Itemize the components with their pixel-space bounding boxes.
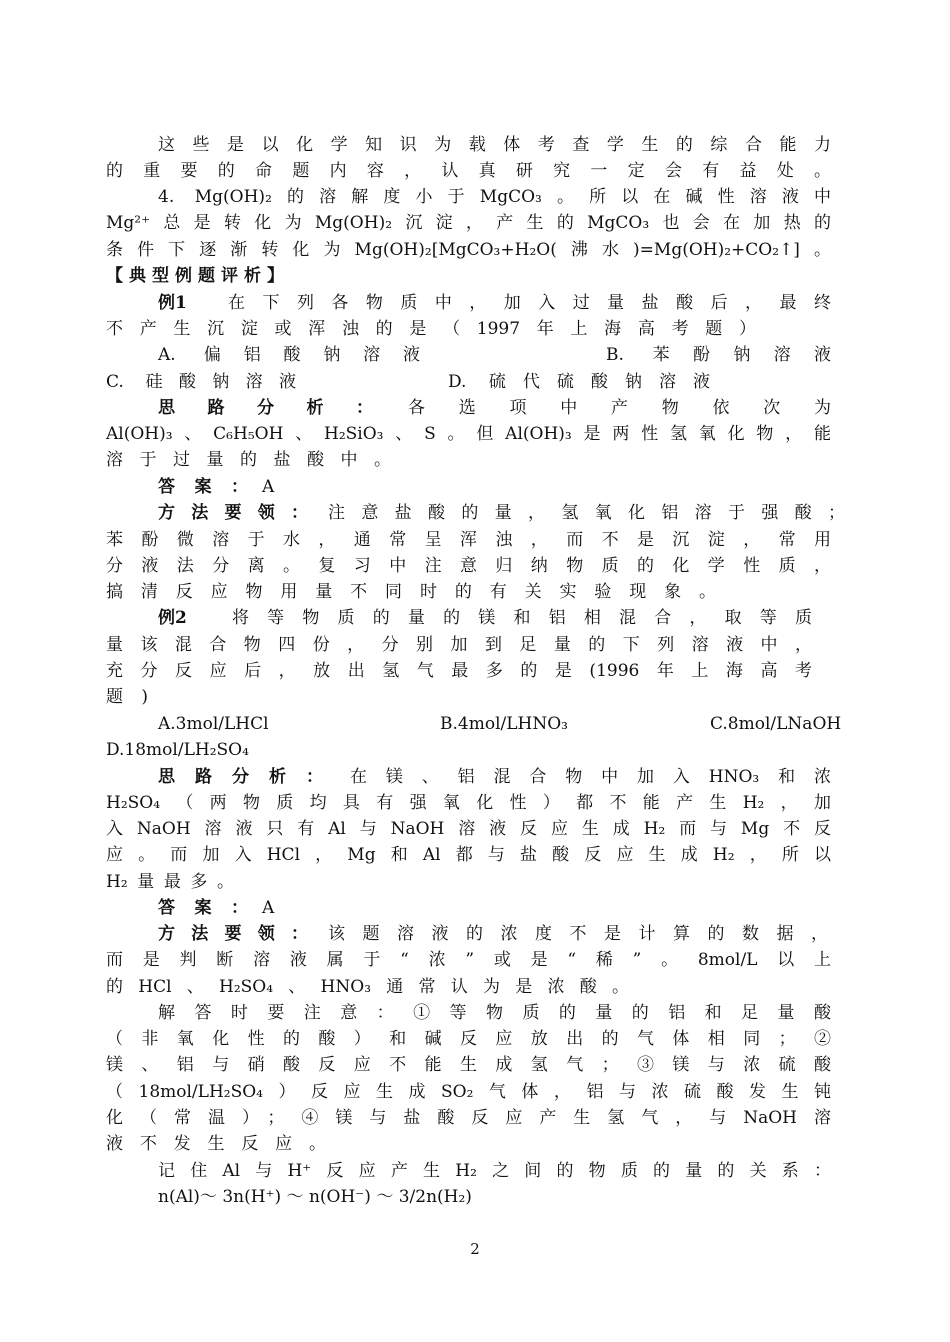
option-a: A. 偏铝酸钠溶液 (158, 345, 420, 365)
option-c: C. 硅酸钠溶液 (106, 372, 296, 392)
text-line: 入NaOH溶液只有Al与NaOH溶液反应生成H₂而与Mg不反 (106, 819, 831, 839)
text-line: 化（常温）；④镁与盐酸反应产生氢气，与NaOH溶 (106, 1108, 831, 1128)
section-heading: 【典型例题评析】 (106, 266, 290, 286)
text-line: Al(OH)₃、C₆H₅OH、H₂SiO₃、S。但Al(OH)₃是两性氢氧化物，能 (106, 424, 831, 444)
analysis-label: 思路分析： (158, 767, 323, 787)
text-line: H₂SO₄（两物质均具有强氧化性）都不能产生H₂，加 (106, 793, 831, 813)
text-line: 应。而加入HCl，Mg和Al都与盐酸反应生成H₂，所以 (106, 845, 831, 865)
text-line: 的重要的命题内容，认真研究一定会有益处。 (106, 161, 831, 181)
option-d: D.18mol/LH₂SO₄ (106, 740, 249, 760)
text-line: 苯酚微溶于水，通常呈浑浊，而不是沉淀，常用 (106, 530, 831, 550)
answer-value: A (262, 898, 275, 918)
text-line: 而是判断溶液属于“浓”或是“稀”。8mol/L以上 (106, 950, 831, 970)
answer-label: 答案： (158, 898, 248, 918)
text-line: （18mol/LH₂SO₄）反应生成SO₂气体，铝与浓硫酸发生钝 (106, 1082, 831, 1102)
text-line: 题) (106, 687, 148, 707)
text-line: 注意盐酸的量，氢氧化铝溶于强酸； (328, 503, 845, 523)
text-line: 不产生沉淀或浑浊的是（1997年上海高考题） (106, 319, 756, 339)
text-line: 这些是以化学知识为载体考查学生的综合能力 (158, 135, 831, 155)
text-line: 记住Al与H⁺反应产生H₂之间的物质的量的关系： (158, 1161, 831, 1181)
option-b: B.4mol/LHNO₃ (440, 714, 568, 734)
method-label: 方法要领： (158, 924, 308, 944)
text-line: 4. Mg(OH)₂的溶解度小于MgCO₃。所以在碱性溶液中 (158, 187, 831, 207)
text-line: 搞清反应物用量不同时的有关实验现象。 (106, 582, 716, 602)
text-line: 条件下逐渐转化为Mg(OH)₂[MgCO₃+H₂O(沸水)=Mg(OH)₂+CO₂↑]。 (106, 240, 831, 260)
example-label: 例1 (158, 293, 187, 313)
text-line: 在镁、铝混合物中加入HNO₃和浓 (350, 767, 831, 787)
text-line: 的HCl、H₂SO₄、HNO₃通常认为是浓酸。 (106, 977, 629, 997)
answer-label: 答案： (158, 477, 248, 497)
text-line: H₂量最多。 (106, 872, 234, 892)
text-line: 量该混合物四份，分别加到足量的下列溶液中， (106, 635, 812, 655)
option-c: C.8mol/LNaOH (710, 714, 842, 734)
answer-value: A (262, 477, 275, 497)
option-a: A.3mol/LHCl (158, 714, 269, 734)
option-b: B. 苯酚钠溶液 (606, 345, 831, 365)
text-line: 充分反应后，放出氢气最多的是(1996年上海高考 (106, 661, 812, 681)
text-line: 镁、铝与硝酸反应不能生成氢气；③镁与浓硫酸 (106, 1055, 831, 1075)
text-line: 液不发生反应。 (106, 1134, 326, 1154)
text-line: 解答时要注意：①等物质的量的铝和足量酸 (158, 1003, 831, 1023)
text-line: 将等物质的量的镁和铝相混合，取等质 (232, 608, 812, 628)
example-label: 例2 (158, 608, 187, 628)
text-line: 分液法分离。复习中注意归纳物质的化学性质， (106, 556, 831, 576)
page-number: 2 (470, 1240, 480, 1258)
method-label: 方法要领： (158, 503, 308, 523)
text-line: 各选项中产物依次为 (408, 398, 831, 418)
analysis-label: 思路分析： (158, 398, 373, 418)
text-line: 在下列各物质中，加入过量盐酸后，最终 (228, 293, 831, 313)
option-d: D. 硫代硫酸钠溶液 (448, 372, 710, 392)
text-line: （非氧化性的酸）和碱反应放出的气体相同；② (106, 1029, 831, 1049)
text-line: Mg²⁺总是转化为Mg(OH)₂沉淀，产生的MgCO₃也会在加热的 (106, 213, 831, 233)
text-line: 该题溶液的浓度不是计算的数据， (328, 924, 828, 944)
text-line: 溶于过量的盐酸中。 (106, 450, 391, 470)
formula-line: n(Al)～ 3n(H⁺) ～ n(OH⁻) ～ 3/2n(H₂) (158, 1187, 472, 1207)
